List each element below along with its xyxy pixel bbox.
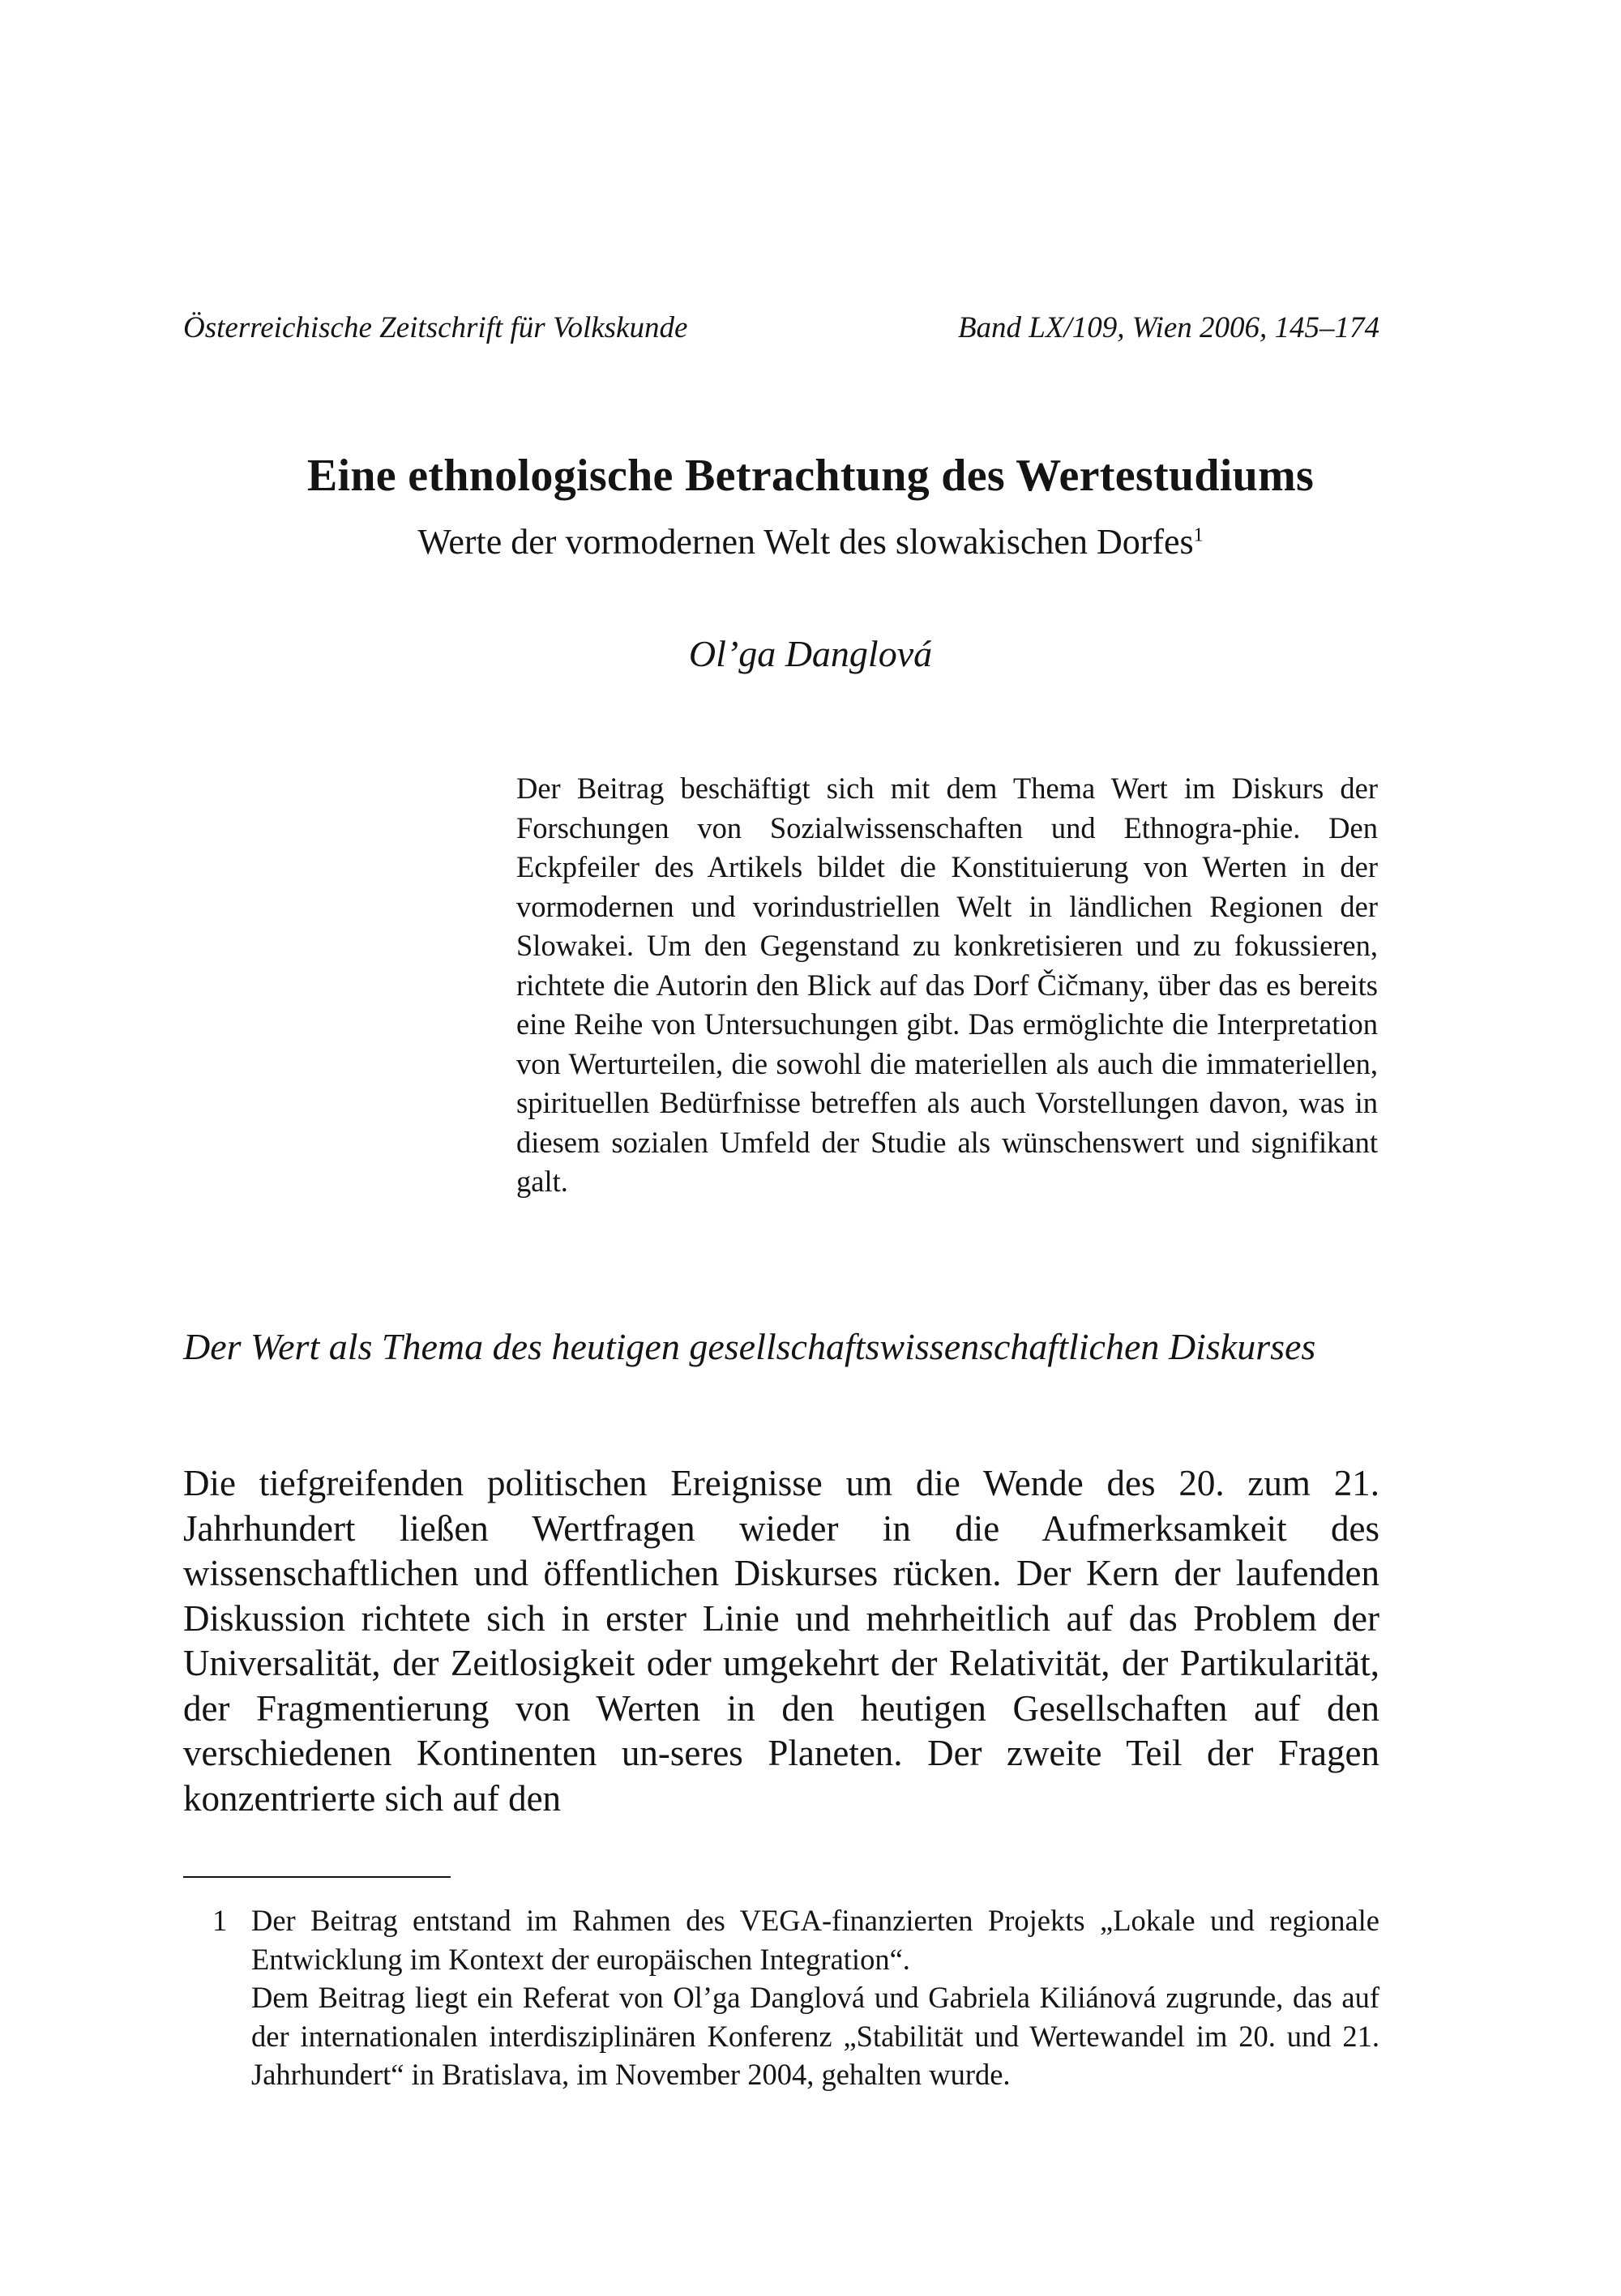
body-paragraph: Die tiefgreifenden politischen Ereignisse um die Wende des 20. zum 21. Jahrhundert ließen Wertfragen wieder in die Aufmerksamkeit des wissenschaftlichen und öffentlichen Diskurses rücken. Der Kern der laufenden Diskussion richtete sich in erster Linie und mehrheitlich auf das Problem der Universalität, der Zeitlosigkeit oder umgekehrt der Relativität, der Partikularität, der Fragmentierung von Werten in den heutigen Gesellschaften auf den verschiedenen Kontinenten un-seres Planeten. Der zweite Teil der Fragen konzentrierte sich auf den xyxy=(183,1463,1379,1819)
footnote-text: Der Beitrag entstand im Rahmen des VEGA-finanzierten Projekts „Lokale und regionale Entwicklung im Kontext der europäischen Integration“. xyxy=(251,1904,1379,1976)
footnote-1 xyxy=(183,1901,1379,1978)
volume-info: Band LX/109, Wien 2006, 145–174 xyxy=(957,311,1379,344)
footnote-1-continuation: Dem Beitrag liegt ein Referat von Ol’ga Danglová und Gabriela Kiliánová zugrunde, das auf der internationalen interdisziplinären Konferenz „Stabilität und Wertewandel im 20. und 21. Jahrhundert“ in Bratislava, im November 2004, gehalten wurde. xyxy=(251,1981,1379,2091)
article-title: Eine ethnologische Betrachtung des Wertestudiums xyxy=(306,451,1315,501)
section-heading: Der Wert als Thema des heutigen gesellschaftswissenschaftlichen Diskurses xyxy=(183,1326,1316,1367)
footnote-marker: 1 xyxy=(1193,524,1204,546)
abstract: Der Beitrag beschäftigt sich mit dem Thema Wert im Diskurs der Forschungen von Sozialwissenschaften und Ethnogra-phie. Den Eckpfeiler des Artikels bildet die Konstituierung von Werten in der vormodernen und vorindustriellen Welt in ländlichen Regionen der Slowakei. Um den Gegenstand zu konkretisieren und zu fokussieren, richtete die Autorin den Blick auf das Dorf Čičmany, über das es bereits eine Reihe von Untersuchungen gibt. Das ermöglichte die Interpretation von Werturteilen, die sowohl die materiellen als auch die immateriellen, spirituellen Bedürfnisse betreffen als auch Vorstellungen davon, was in diesem sozialen Umfeld der Studie als wünschenswert und signifikant galt. xyxy=(516,772,1378,1198)
footnote-divider xyxy=(183,1876,451,1878)
journal-name: Österreichische Zeitschrift für Volkskunde xyxy=(183,311,688,344)
article-subtitle-text: Werte der vormodernen Welt des slowakischen Dorfes xyxy=(417,522,1194,562)
footnotes xyxy=(183,1901,1379,2094)
running-header xyxy=(183,310,1379,359)
author-name: Ol’ga Danglová xyxy=(688,633,933,674)
footnote-number: 1 xyxy=(212,1904,228,1937)
article-subtitle xyxy=(0,521,1621,562)
